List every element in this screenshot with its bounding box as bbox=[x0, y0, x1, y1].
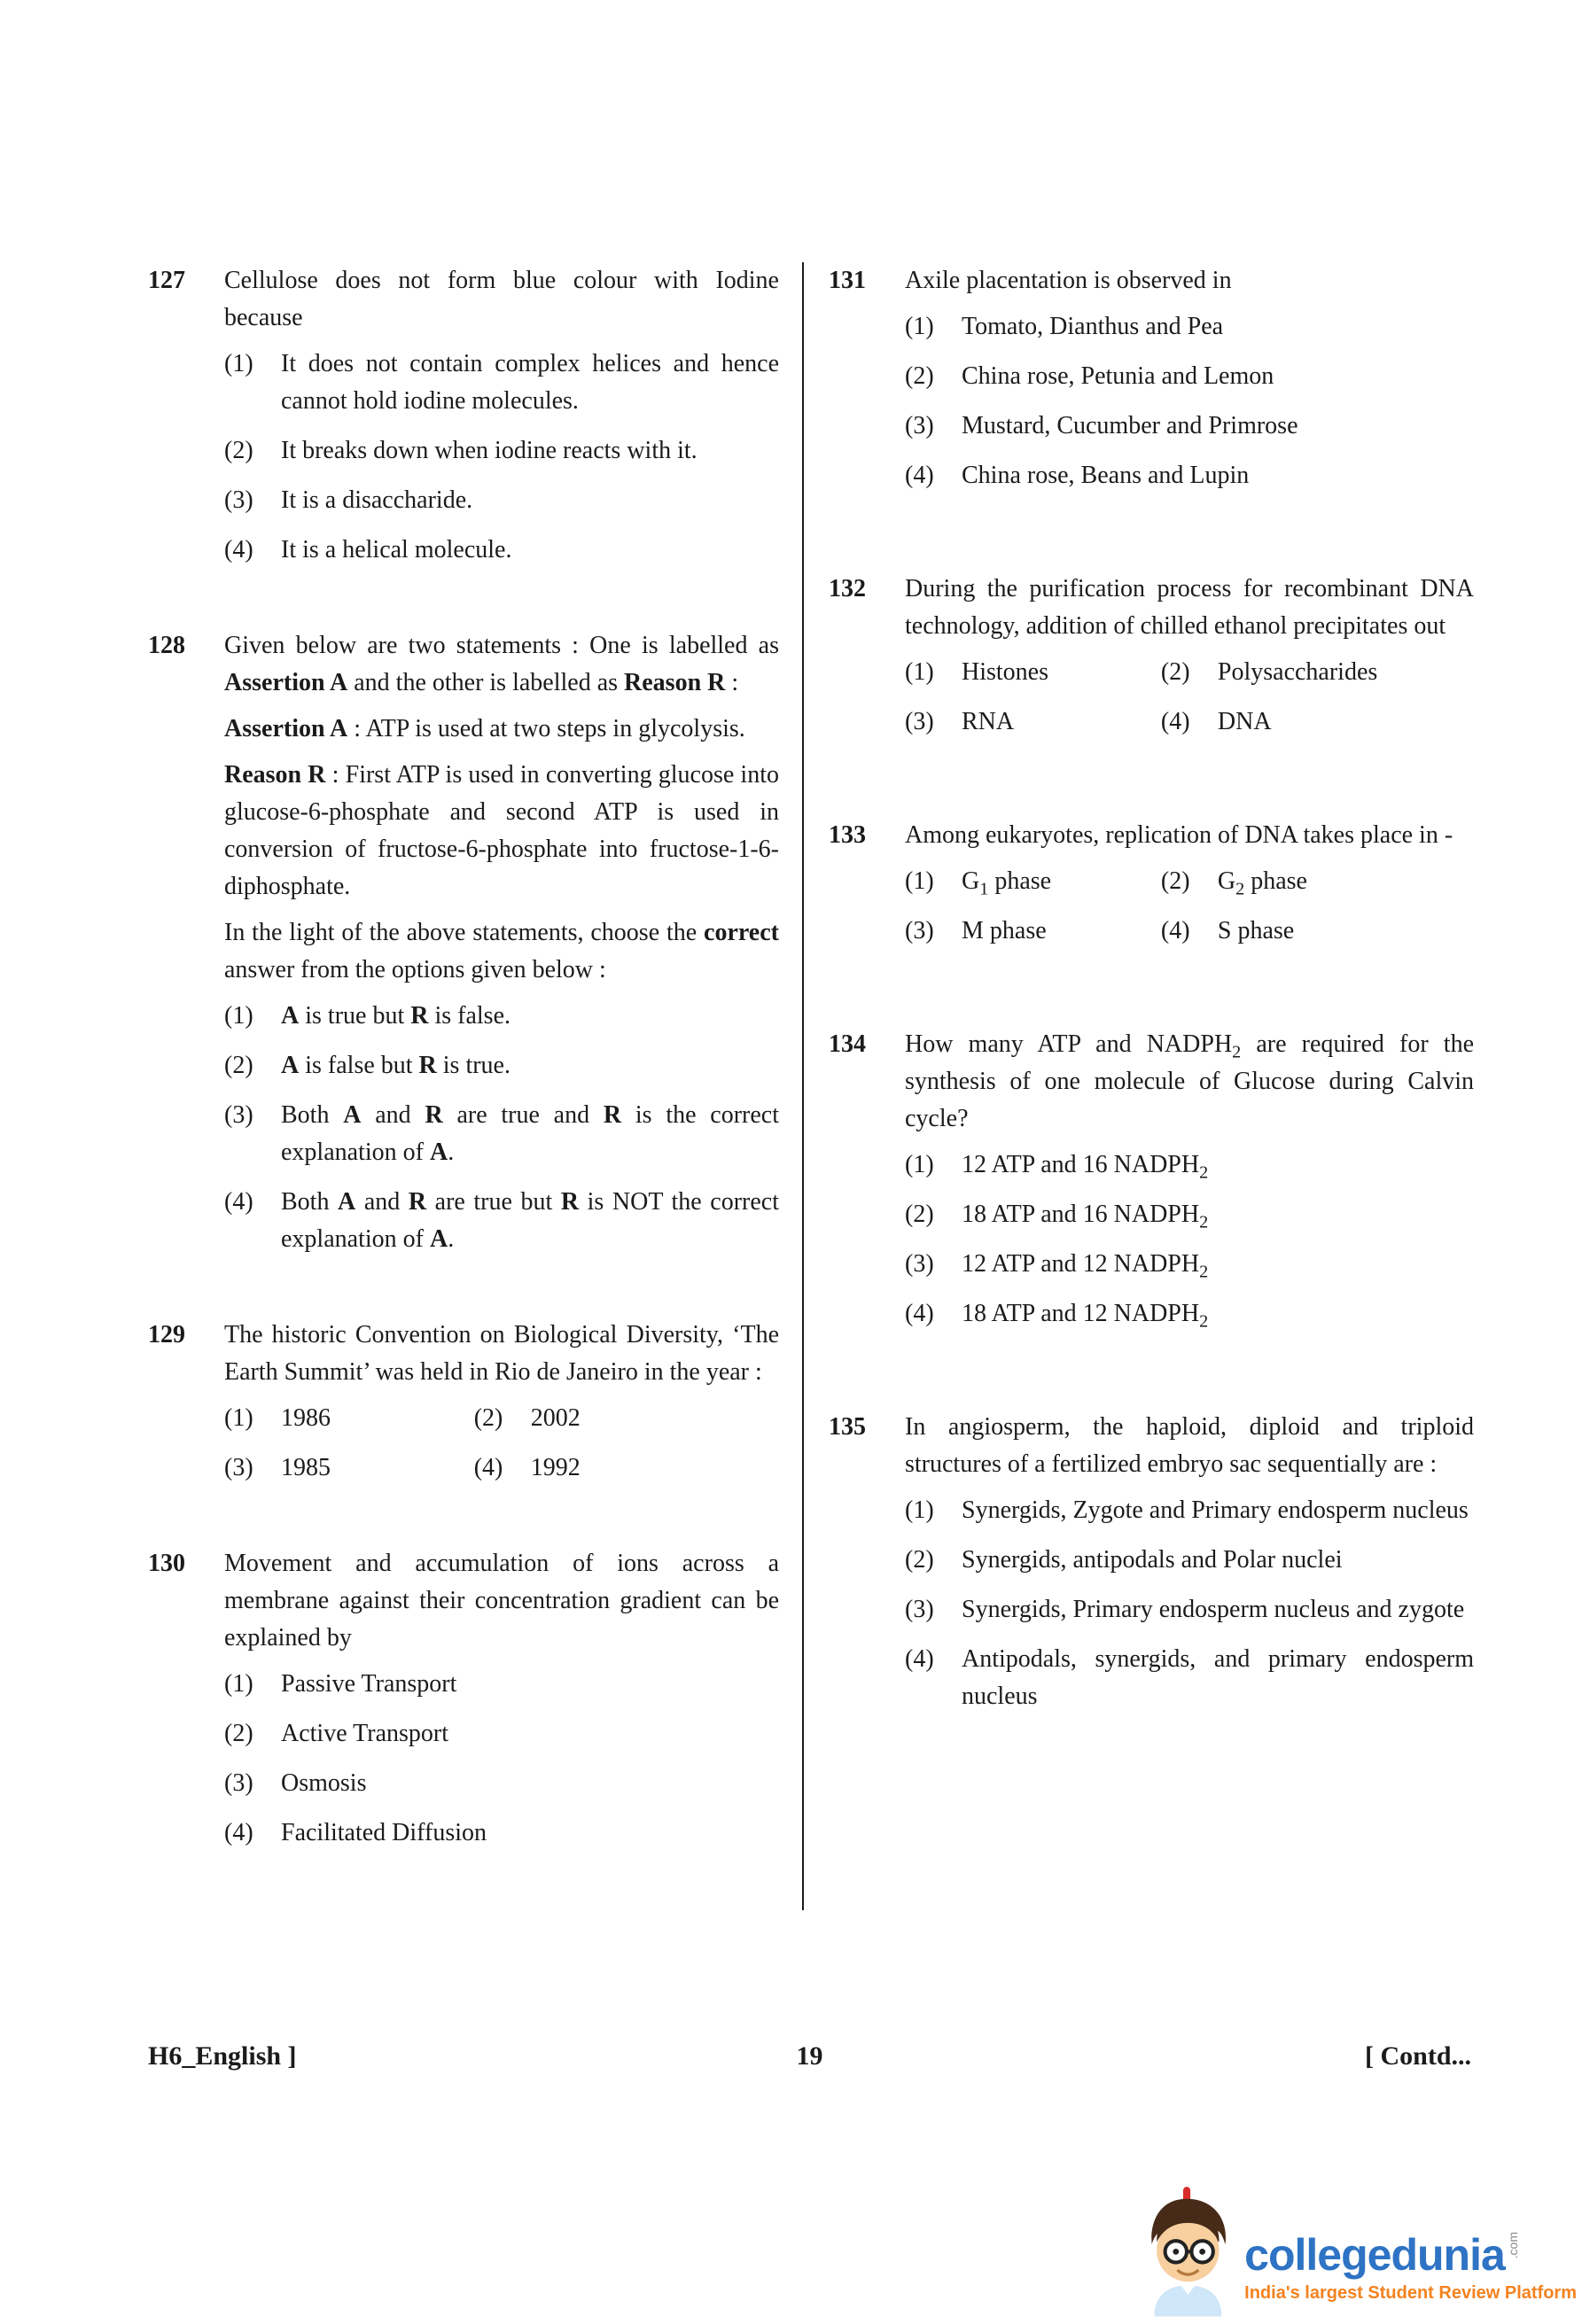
text-segment: : bbox=[725, 669, 739, 696]
text-segment: 12 ATP and 16 NADPH bbox=[962, 1151, 1200, 1178]
question-number: 130 bbox=[148, 1550, 185, 1577]
options-list bbox=[224, 1666, 779, 1852]
option-text bbox=[281, 1815, 779, 1852]
option-label: (2) bbox=[905, 1546, 934, 1574]
option-label: (2) bbox=[224, 1720, 253, 1747]
option-label: (2) bbox=[1160, 867, 1190, 895]
options-list bbox=[224, 1400, 779, 1499]
text-segment: Active Transport bbox=[281, 1720, 448, 1747]
text-segment: A bbox=[281, 1002, 300, 1030]
option bbox=[224, 1400, 474, 1437]
brand-row bbox=[1244, 2232, 1577, 2278]
option bbox=[224, 532, 779, 569]
option-text bbox=[281, 1047, 779, 1084]
option bbox=[224, 1715, 779, 1753]
option-label: (1) bbox=[224, 1002, 253, 1030]
text-segment: Given below are two statements : One is labelled as bbox=[224, 632, 779, 659]
option-label: (3) bbox=[224, 1101, 253, 1129]
text-segment: : ATP is used at two steps in glycolysis. bbox=[347, 715, 745, 742]
question-content bbox=[224, 1317, 779, 1499]
text-segment: : First ATP is used in converting glucose into glucose-6-phosphate and second ATP is used in conversion of fructose-6-phosphate into fructose-1-6-diphosphate. bbox=[224, 761, 779, 900]
option bbox=[1161, 863, 1474, 900]
option-label: (4) bbox=[224, 536, 253, 564]
question-paragraph bbox=[905, 571, 1474, 645]
option-label: (3) bbox=[905, 1250, 934, 1278]
option-label: (1) bbox=[905, 313, 934, 340]
question-127 bbox=[148, 262, 779, 581]
option bbox=[224, 1765, 779, 1802]
text-segment: correct bbox=[704, 919, 779, 946]
text-segment: 2 bbox=[1232, 1042, 1242, 1062]
collegedunia-logo bbox=[1133, 2184, 1577, 2317]
option-label: (4) bbox=[224, 1819, 253, 1846]
text-segment: is the correct explanation of bbox=[281, 1101, 779, 1166]
option bbox=[224, 432, 779, 470]
option-label: (2) bbox=[224, 437, 253, 464]
question-131 bbox=[829, 262, 1474, 507]
option-label: (4) bbox=[905, 462, 934, 489]
option-label: (4) bbox=[473, 1454, 503, 1481]
option-text bbox=[281, 1097, 779, 1171]
footer-booklet-code: H6_English ] bbox=[148, 2041, 297, 2071]
question-paragraph bbox=[905, 817, 1474, 854]
text-segment: How many ATP and NADPH bbox=[905, 1030, 1233, 1058]
question-number: 127 bbox=[148, 267, 185, 294]
option-text bbox=[281, 1765, 779, 1802]
option-text bbox=[1218, 654, 1474, 691]
question-number: 135 bbox=[829, 1413, 866, 1441]
text-segment: R bbox=[603, 1101, 622, 1129]
text-segment: R bbox=[410, 1002, 429, 1030]
text-segment: Both bbox=[281, 1101, 344, 1129]
text-segment: R bbox=[418, 1052, 437, 1079]
text-segment: 1992 bbox=[530, 1454, 581, 1481]
text-segment: Antipodals, synergids, and primary endosperm nucleus bbox=[962, 1645, 1474, 1710]
text-segment: Movement and accumulation of ions across a membrane against their concentration gradient can be explained by bbox=[224, 1550, 779, 1652]
option-text bbox=[281, 1450, 474, 1487]
option bbox=[1161, 913, 1474, 950]
option-text bbox=[962, 654, 1161, 691]
text-segment: is true. bbox=[436, 1052, 510, 1079]
text-segment: It is a disaccharide. bbox=[281, 486, 473, 514]
text-segment: M phase bbox=[962, 917, 1047, 944]
question-number: 134 bbox=[829, 1030, 866, 1058]
text-segment: S phase bbox=[1217, 917, 1295, 944]
text-segment: Histones bbox=[962, 658, 1048, 686]
question-paragraph bbox=[224, 757, 779, 906]
option bbox=[224, 1450, 474, 1487]
option-text bbox=[281, 1666, 779, 1703]
question-128 bbox=[148, 627, 779, 1271]
text-segment: are true but bbox=[426, 1188, 561, 1216]
option-text bbox=[531, 1450, 779, 1487]
text-segment: 12 ATP and 12 NADPH bbox=[962, 1250, 1200, 1278]
option-text bbox=[962, 913, 1161, 950]
question-number: 129 bbox=[148, 1321, 185, 1349]
text-segment: G bbox=[962, 867, 980, 895]
option-text bbox=[962, 358, 1474, 395]
option bbox=[905, 1591, 1474, 1628]
question-paragraph bbox=[905, 1026, 1474, 1138]
text-segment: 2 bbox=[1199, 1311, 1209, 1332]
option bbox=[905, 863, 1161, 900]
option-label: (3) bbox=[905, 1596, 934, 1623]
text-segment: 18 ATP and 16 NADPH bbox=[962, 1201, 1200, 1228]
text-segment: China rose, Petunia and Lemon bbox=[962, 362, 1274, 390]
text-segment: DNA bbox=[1217, 708, 1272, 735]
option bbox=[224, 346, 779, 420]
collegedunia-mascot-icon bbox=[1133, 2184, 1241, 2317]
question-content bbox=[224, 627, 779, 1271]
question-130 bbox=[148, 1545, 779, 1864]
option bbox=[474, 1400, 779, 1437]
option bbox=[905, 1641, 1474, 1715]
question-133 bbox=[829, 817, 1474, 962]
option bbox=[905, 1146, 1474, 1184]
question-paragraph bbox=[224, 262, 779, 337]
option-text bbox=[281, 432, 779, 470]
option-label: (1) bbox=[905, 1496, 934, 1524]
option-text bbox=[281, 998, 779, 1035]
option-label: (2) bbox=[224, 1052, 253, 1079]
question-number: 133 bbox=[829, 821, 866, 849]
text-segment: It is a helical molecule. bbox=[281, 536, 512, 564]
option bbox=[224, 1815, 779, 1852]
option bbox=[905, 1542, 1474, 1579]
text-segment: and the other is labelled as bbox=[347, 669, 625, 696]
text-segment: phase bbox=[988, 867, 1052, 895]
option bbox=[224, 1666, 779, 1703]
option-text bbox=[962, 1542, 1474, 1579]
question-129 bbox=[148, 1317, 779, 1499]
question-columns bbox=[148, 262, 1474, 1910]
option-text bbox=[1218, 703, 1474, 741]
options-list bbox=[905, 654, 1474, 753]
question-content bbox=[905, 571, 1474, 753]
option-label: (1) bbox=[905, 658, 934, 686]
text-segment: 1 bbox=[979, 879, 989, 899]
question-134 bbox=[829, 1026, 1474, 1345]
option bbox=[905, 654, 1161, 691]
option bbox=[1161, 703, 1474, 741]
text-segment: Assertion A bbox=[224, 715, 348, 742]
text-segment: are required for the synthesis of one molecule of Glucose during Calvin cycle? bbox=[905, 1030, 1474, 1132]
footer-page-number: 19 bbox=[796, 2041, 823, 2071]
option bbox=[905, 1246, 1474, 1283]
option-text bbox=[962, 457, 1474, 494]
text-segment: are true and bbox=[442, 1101, 604, 1129]
option-label: (1) bbox=[905, 1151, 934, 1178]
option-text bbox=[281, 1184, 779, 1258]
option-label: (4) bbox=[1160, 708, 1190, 735]
text-segment: R bbox=[408, 1188, 427, 1216]
text-segment: 2 bbox=[1199, 1262, 1209, 1282]
question-paragraph bbox=[224, 1545, 779, 1657]
question-paragraph bbox=[905, 262, 1474, 299]
option bbox=[905, 703, 1161, 741]
options-list bbox=[905, 1146, 1474, 1333]
option-label: (3) bbox=[905, 708, 934, 735]
text-segment: answer from the options given below : bbox=[224, 956, 606, 983]
text-segment: A bbox=[281, 1052, 300, 1079]
text-segment: A bbox=[429, 1225, 448, 1253]
footer-contd: [ Contd... bbox=[1364, 2041, 1471, 2071]
text-segment: 1986 bbox=[281, 1404, 331, 1432]
option bbox=[905, 457, 1474, 494]
option-text bbox=[962, 1295, 1474, 1333]
option bbox=[905, 358, 1474, 395]
text-segment: Cellulose does not form blue colour with Iodine because bbox=[224, 267, 779, 331]
text-segment: Axile placentation is observed in bbox=[905, 267, 1232, 294]
text-segment: Synergids, Primary endosperm nucleus and zygote bbox=[962, 1596, 1465, 1623]
brand-tagline: India's largest Student Review Platform bbox=[1244, 2283, 1577, 2303]
options-list bbox=[905, 308, 1474, 494]
text-segment: Assertion A bbox=[224, 669, 348, 696]
text-segment: Reason R bbox=[224, 761, 326, 789]
brand-suffix: .com bbox=[1505, 2232, 1520, 2259]
text-segment: 2 bbox=[1235, 879, 1245, 899]
option bbox=[905, 1196, 1474, 1233]
option bbox=[224, 1184, 779, 1258]
text-segment: Synergids, Zygote and Primary endosperm nucleus bbox=[962, 1496, 1469, 1524]
text-segment: Osmosis bbox=[281, 1769, 367, 1797]
option-label: (2) bbox=[905, 362, 934, 390]
option bbox=[905, 1295, 1474, 1333]
text-segment: R bbox=[560, 1188, 580, 1216]
question-content bbox=[905, 262, 1474, 507]
question-number: 132 bbox=[829, 575, 866, 602]
text-segment: Synergids, antipodals and Polar nuclei bbox=[962, 1546, 1343, 1574]
option bbox=[224, 1097, 779, 1171]
option-text bbox=[962, 1146, 1474, 1184]
text-segment: The historic Convention on Biological Diversity, ‘The Earth Summit’ was held in Rio de Janeiro in the year : bbox=[224, 1321, 779, 1386]
question-content bbox=[224, 262, 779, 581]
question-paragraph bbox=[905, 1409, 1474, 1483]
option-label: (3) bbox=[905, 917, 934, 944]
text-segment: 18 ATP and 12 NADPH bbox=[962, 1300, 1200, 1327]
option-label: (2) bbox=[905, 1201, 934, 1228]
text-segment: Reason R bbox=[624, 669, 726, 696]
text-segment: In the light of the above statements, choose the bbox=[224, 919, 705, 946]
option-label: (1) bbox=[224, 350, 253, 377]
option-text bbox=[962, 1196, 1474, 1233]
text-segment: A bbox=[343, 1101, 362, 1129]
option-text bbox=[962, 1641, 1474, 1715]
question-content bbox=[224, 1545, 779, 1864]
option bbox=[474, 1450, 779, 1487]
option bbox=[224, 1047, 779, 1084]
option-text bbox=[281, 482, 779, 519]
option-text bbox=[281, 532, 779, 569]
option-text bbox=[281, 346, 779, 420]
text-segment: During the purification process for recombinant DNA technology, addition of chilled ethanol precipitates out bbox=[905, 575, 1474, 640]
text-segment: China rose, Beans and Lupin bbox=[962, 462, 1250, 489]
question-paragraph bbox=[224, 711, 779, 748]
option-text bbox=[281, 1400, 474, 1437]
text-segment: 1985 bbox=[281, 1454, 331, 1481]
option-label: (4) bbox=[1160, 917, 1190, 944]
option-label: (2) bbox=[473, 1404, 503, 1432]
option bbox=[905, 408, 1474, 445]
question-number: 128 bbox=[148, 632, 185, 659]
option bbox=[905, 308, 1474, 346]
option-label: (2) bbox=[1160, 658, 1190, 686]
option-label: (3) bbox=[224, 1769, 253, 1797]
question-content bbox=[905, 1409, 1474, 1728]
option-text bbox=[1218, 863, 1474, 900]
text-segment: Tomato, Dianthus and Pea bbox=[962, 313, 1224, 340]
text-segment: 2 bbox=[1199, 1212, 1209, 1232]
text-segment: Polysaccharides bbox=[1217, 658, 1378, 686]
option-label: (3) bbox=[224, 1454, 253, 1481]
text-segment: 2002 bbox=[530, 1404, 581, 1432]
text-segment: RNA bbox=[962, 708, 1015, 735]
text-segment: R bbox=[425, 1101, 443, 1129]
option-text bbox=[1218, 913, 1474, 950]
option-label: (3) bbox=[905, 412, 934, 439]
question-paragraph bbox=[224, 627, 779, 702]
question-content bbox=[905, 1026, 1474, 1345]
logo-text bbox=[1244, 2232, 1577, 2317]
question-number: 131 bbox=[829, 267, 866, 294]
page-footer bbox=[148, 2038, 1471, 2075]
option-text bbox=[281, 1715, 779, 1753]
option-text bbox=[962, 863, 1161, 900]
text-segment: . bbox=[448, 1139, 455, 1166]
option-text bbox=[962, 703, 1161, 741]
text-segment: A bbox=[338, 1188, 356, 1216]
text-segment: is NOT the correct explanation of bbox=[281, 1188, 779, 1253]
brand-name: collegedunia bbox=[1244, 2230, 1505, 2280]
text-segment: is true but bbox=[299, 1002, 411, 1030]
options-list bbox=[224, 998, 779, 1258]
text-segment: It breaks down when iodine reacts with it. bbox=[281, 437, 697, 464]
question-paragraph bbox=[224, 914, 779, 989]
right-column bbox=[804, 262, 1474, 1910]
text-segment: Mustard, Cucumber and Primrose bbox=[962, 412, 1298, 439]
text-segment: A bbox=[429, 1139, 448, 1166]
option-text bbox=[962, 1246, 1474, 1283]
text-segment: Both bbox=[281, 1188, 339, 1216]
text-segment: is false but bbox=[299, 1052, 419, 1079]
text-segment: and bbox=[361, 1101, 425, 1129]
question-content bbox=[905, 817, 1474, 962]
options-list bbox=[224, 346, 779, 569]
left-column bbox=[148, 262, 779, 1910]
question-paragraph bbox=[224, 1317, 779, 1391]
text-segment: Among eukaryotes, replication of DNA takes place in - bbox=[905, 821, 1453, 849]
question-132 bbox=[829, 571, 1474, 753]
option bbox=[224, 482, 779, 519]
option-label: (4) bbox=[224, 1188, 253, 1216]
option-label: (1) bbox=[905, 867, 934, 895]
text-segment: Facilitated Diffusion bbox=[281, 1819, 487, 1846]
option-label: (3) bbox=[224, 486, 253, 514]
option-label: (1) bbox=[224, 1404, 253, 1432]
text-segment: G bbox=[1217, 867, 1236, 895]
option-label: (4) bbox=[905, 1645, 934, 1673]
question-135 bbox=[829, 1409, 1474, 1728]
option bbox=[905, 913, 1161, 950]
options-list bbox=[905, 1492, 1474, 1715]
option-text bbox=[531, 1400, 779, 1437]
text-segment: 2 bbox=[1199, 1162, 1209, 1183]
text-segment: and bbox=[355, 1188, 409, 1216]
text-segment: Passive Transport bbox=[281, 1670, 457, 1698]
text-segment: is false. bbox=[428, 1002, 510, 1030]
text-segment: . bbox=[448, 1225, 455, 1253]
text-segment: In angiosperm, the haploid, diploid and triploid structures of a fertilized embryo sac sequentially are : bbox=[905, 1413, 1474, 1478]
option-label: (4) bbox=[905, 1300, 934, 1327]
option-label: (1) bbox=[224, 1670, 253, 1698]
option bbox=[224, 998, 779, 1035]
option bbox=[1161, 654, 1474, 691]
text-segment: phase bbox=[1244, 867, 1307, 895]
text-segment: It does not contain complex helices and hence cannot hold iodine molecules. bbox=[281, 350, 779, 415]
options-list bbox=[905, 863, 1474, 962]
option-text bbox=[962, 1492, 1474, 1529]
option-text bbox=[962, 1591, 1474, 1628]
option-text bbox=[962, 308, 1474, 346]
option-text bbox=[962, 408, 1474, 445]
option bbox=[905, 1492, 1474, 1529]
